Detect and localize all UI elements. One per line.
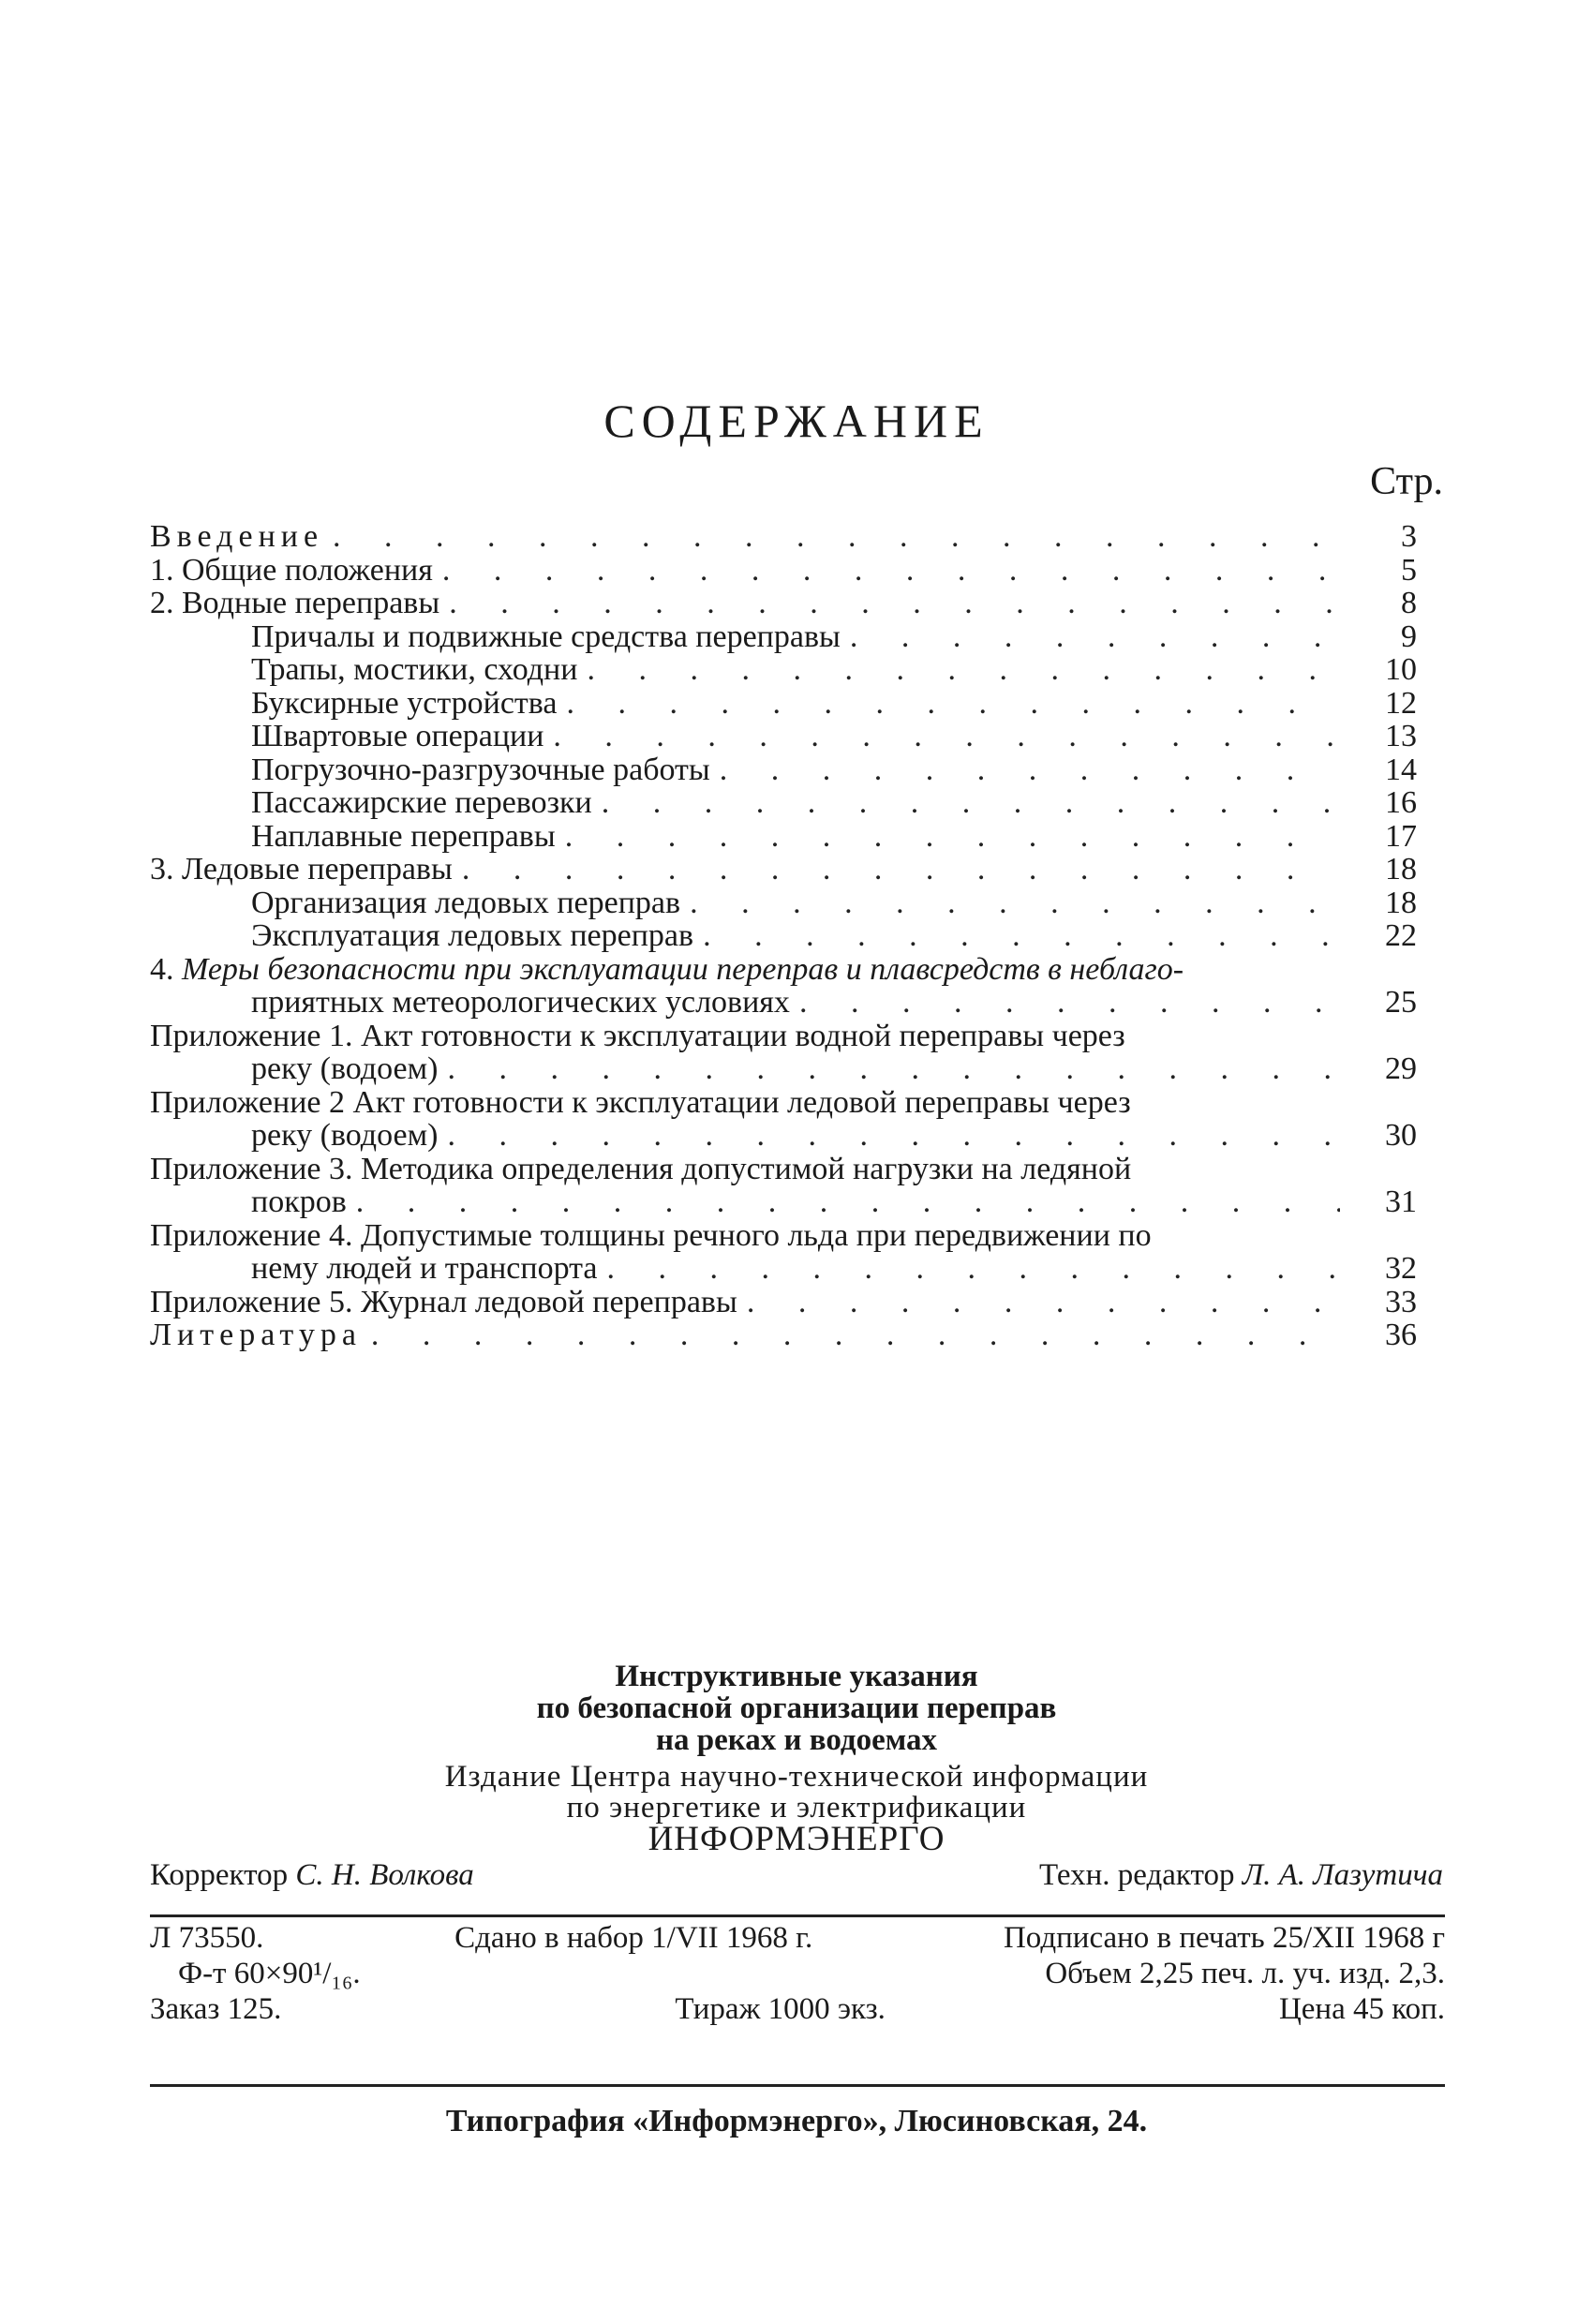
toc-entry-loading: [150, 753, 1417, 787]
dot-leader: [850, 620, 1340, 654]
toc-entry-first-line: Приложение 3. Методика определения допустимой нагрузки на ледяной: [150, 1151, 1132, 1186]
dot-leader: [747, 1286, 1340, 1319]
editor-name: Л. А. Лазутича: [1242, 1858, 1443, 1892]
typeset-date: Сдано в набор 1/VII 1968 г.: [454, 1921, 813, 1955]
toc-entry-page: 22: [1385, 918, 1417, 953]
toc-entry-floating: [150, 820, 1417, 854]
toc-entry-page: 5: [1401, 552, 1417, 588]
toc-entry-literature: [150, 1318, 1417, 1352]
toc-entry-safety-weather: [150, 953, 1417, 1020]
toc-entry-ice-crossings: [150, 853, 1417, 886]
dot-leader: [333, 520, 1340, 554]
print-run: Тираж 1000 экз.: [675, 1992, 886, 2026]
toc-entry-text: 3. Ледовые переправы: [150, 852, 453, 886]
print-row: [150, 1992, 1445, 2028]
toc-entry-appendix-2: [150, 1086, 1417, 1153]
license-number: Л 73550.: [150, 1921, 264, 1955]
toc-entry-water-crossings: [150, 587, 1417, 620]
toc-entry-general: [150, 554, 1417, 588]
toc-entry-text: 2. Водные переправы: [150, 586, 440, 620]
toc-entry-page: 3: [1401, 519, 1417, 554]
toc-entry-text: Меры безопасности при эксплуатации переправ и плавсредств в неблаго-: [182, 951, 1184, 987]
toc-entry-mooring-ops: [150, 720, 1417, 753]
toc-entry-text: 1. Общие положения: [150, 552, 433, 588]
order-number: Заказ 125.: [150, 1992, 282, 2026]
toc-entry-continuation: нему людей и транспорта: [251, 1251, 598, 1286]
dot-leader: [449, 587, 1340, 620]
toc-entry-page: 8: [1401, 586, 1417, 620]
book-title-line: Инструктивные указания: [615, 1660, 978, 1693]
editor-label: Техн. редактор: [1039, 1858, 1235, 1892]
toc-entry-text: Наплавные переправы: [251, 818, 556, 854]
toc-entry-appendix-1: [150, 1020, 1417, 1086]
toc-entry-page: 18: [1385, 852, 1417, 886]
toc-entry-text: Приложение 5. Журнал ледовой переправы: [150, 1284, 737, 1319]
dot-leader: [462, 853, 1340, 886]
dot-leader: [703, 919, 1340, 953]
toc-entry-towing: [150, 687, 1417, 721]
staff-credits: [150, 1858, 1443, 1893]
toc-entry-moorings: [150, 620, 1417, 654]
divider-top: [150, 1914, 1445, 1917]
toc-entry-ice-operation: [150, 919, 1417, 953]
toc-entry-text: Причалы и подвижные средства переправы: [251, 618, 841, 654]
toc-entry-page: 17: [1385, 818, 1417, 854]
dot-leader: [447, 1052, 1340, 1086]
toc-entry-page: 10: [1385, 652, 1417, 687]
toc-entry-text: Организация ледовых переправ: [251, 885, 681, 920]
toc-entry-page: 14: [1385, 752, 1417, 787]
toc-page-column-label: Стр.: [1370, 460, 1443, 503]
dot-leader: [690, 886, 1340, 920]
print-row: [150, 1921, 1445, 1957]
dot-leader: [565, 820, 1340, 854]
toc-entry-page: 33: [1385, 1284, 1417, 1319]
toc-entry-number: 4.: [150, 951, 182, 987]
toc-entry-text: Швартовые операции: [251, 719, 544, 753]
dot-leader: [587, 653, 1340, 687]
table-of-contents: [150, 520, 1417, 1352]
toc-entry-page: 29: [1385, 1051, 1417, 1086]
corrector-label: Корректор: [150, 1858, 289, 1892]
publisher-line: по энергетике и электрификации: [566, 1791, 1027, 1825]
toc-entry-first-line: [150, 953, 1417, 987]
dot-leader: [356, 1185, 1340, 1219]
dot-leader: [606, 1252, 1340, 1286]
dot-leader: [566, 687, 1340, 721]
toc-entry-text: Литература: [150, 1318, 362, 1352]
toc-entry-text: Трапы, мостики, сходни: [251, 652, 578, 687]
volume: Объем 2,25 печ. л. уч. изд. 2,3.: [1045, 1957, 1445, 1990]
toc-entry-introduction: [150, 520, 1417, 554]
toc-entry-page: 18: [1385, 885, 1417, 920]
toc-entry-continuation: покров: [251, 1184, 347, 1219]
toc-title: СОДЕРЖАНИЕ: [603, 395, 990, 447]
book-title-line: по безопасной организации переправ: [536, 1691, 1057, 1725]
publisher-line: Издание Центра научно-технической информации: [444, 1760, 1149, 1794]
toc-entry-page: 32: [1385, 1251, 1417, 1286]
toc-entry-passenger: [150, 786, 1417, 820]
corrector-credit: [150, 1858, 474, 1893]
toc-entry-first-line: Приложение 4. Допустимые толщины речного льда при передвижении по: [150, 1217, 1152, 1253]
toc-entry-continuation: реку (водоем): [251, 1118, 439, 1153]
imprint-block: [0, 1660, 1593, 1858]
format: Ф-т 60×90¹/₁₆.: [178, 1957, 361, 1990]
toc-entry-appendix-3: [150, 1153, 1417, 1219]
dot-leader: [799, 986, 1340, 1020]
toc-entry-continuation: приятных метеорологических условиях: [251, 985, 790, 1020]
printer-address: Типография «Информэнерго», Люсиновская, 24.: [445, 2104, 1148, 2138]
toc-entry-page: 25: [1385, 985, 1417, 1020]
dot-leader: [442, 554, 1340, 588]
toc-entry-gangways: [150, 653, 1417, 687]
dot-leader: [447, 1119, 1340, 1153]
toc-entry-page: 13: [1385, 719, 1417, 753]
toc-entry-first-line: Приложение 2 Акт готовности к эксплуатации ледовой переправы через: [150, 1084, 1131, 1120]
toc-entry-appendix-5: [150, 1286, 1417, 1319]
toc-entry-text: Погрузочно-разгрузочные работы: [251, 752, 710, 787]
dot-leader: [720, 753, 1340, 787]
toc-entry-appendix-4: [150, 1219, 1417, 1286]
print-row-spacer: [361, 1957, 1046, 1992]
dot-leader: [553, 720, 1340, 753]
editor-credit: [1039, 1858, 1443, 1893]
print-details: [150, 1921, 1445, 2028]
toc-entry-page: 30: [1385, 1118, 1417, 1153]
divider-bottom: [150, 2084, 1445, 2087]
corrector-name: С. Н. Волкова: [295, 1858, 474, 1892]
toc-entry-text: Буксирные устройства: [251, 685, 558, 721]
publisher-name: ИНФОРМЭНЕРГО: [648, 1820, 945, 1858]
toc-entry-page: 9: [1401, 618, 1417, 654]
price: Цена 45 коп.: [1278, 1992, 1445, 2026]
print-row: [150, 1957, 1445, 1992]
toc-entry-text: Эксплуатация ледовых переправ: [251, 918, 694, 953]
toc-entry-text: Введение: [150, 519, 324, 554]
book-title-line: на реках и водоемах: [655, 1723, 938, 1757]
signed-date: Подписано в печать 25/XII 1968 г: [1003, 1921, 1445, 1955]
toc-entry-first-line: Приложение 1. Акт готовности к эксплуатации водной переправы через: [150, 1018, 1125, 1053]
toc-entry-continuation: реку (водоем): [251, 1051, 439, 1086]
toc-entry-page: 36: [1385, 1318, 1417, 1352]
toc-entry-page: 12: [1385, 685, 1417, 721]
dot-leader: [602, 786, 1340, 820]
toc-entry-page: 16: [1385, 785, 1417, 820]
toc-entry-page: 31: [1385, 1184, 1417, 1219]
toc-entry-text: Пассажирские перевозки: [251, 785, 592, 820]
dot-leader: [371, 1318, 1340, 1352]
toc-entry-ice-organization: [150, 886, 1417, 920]
